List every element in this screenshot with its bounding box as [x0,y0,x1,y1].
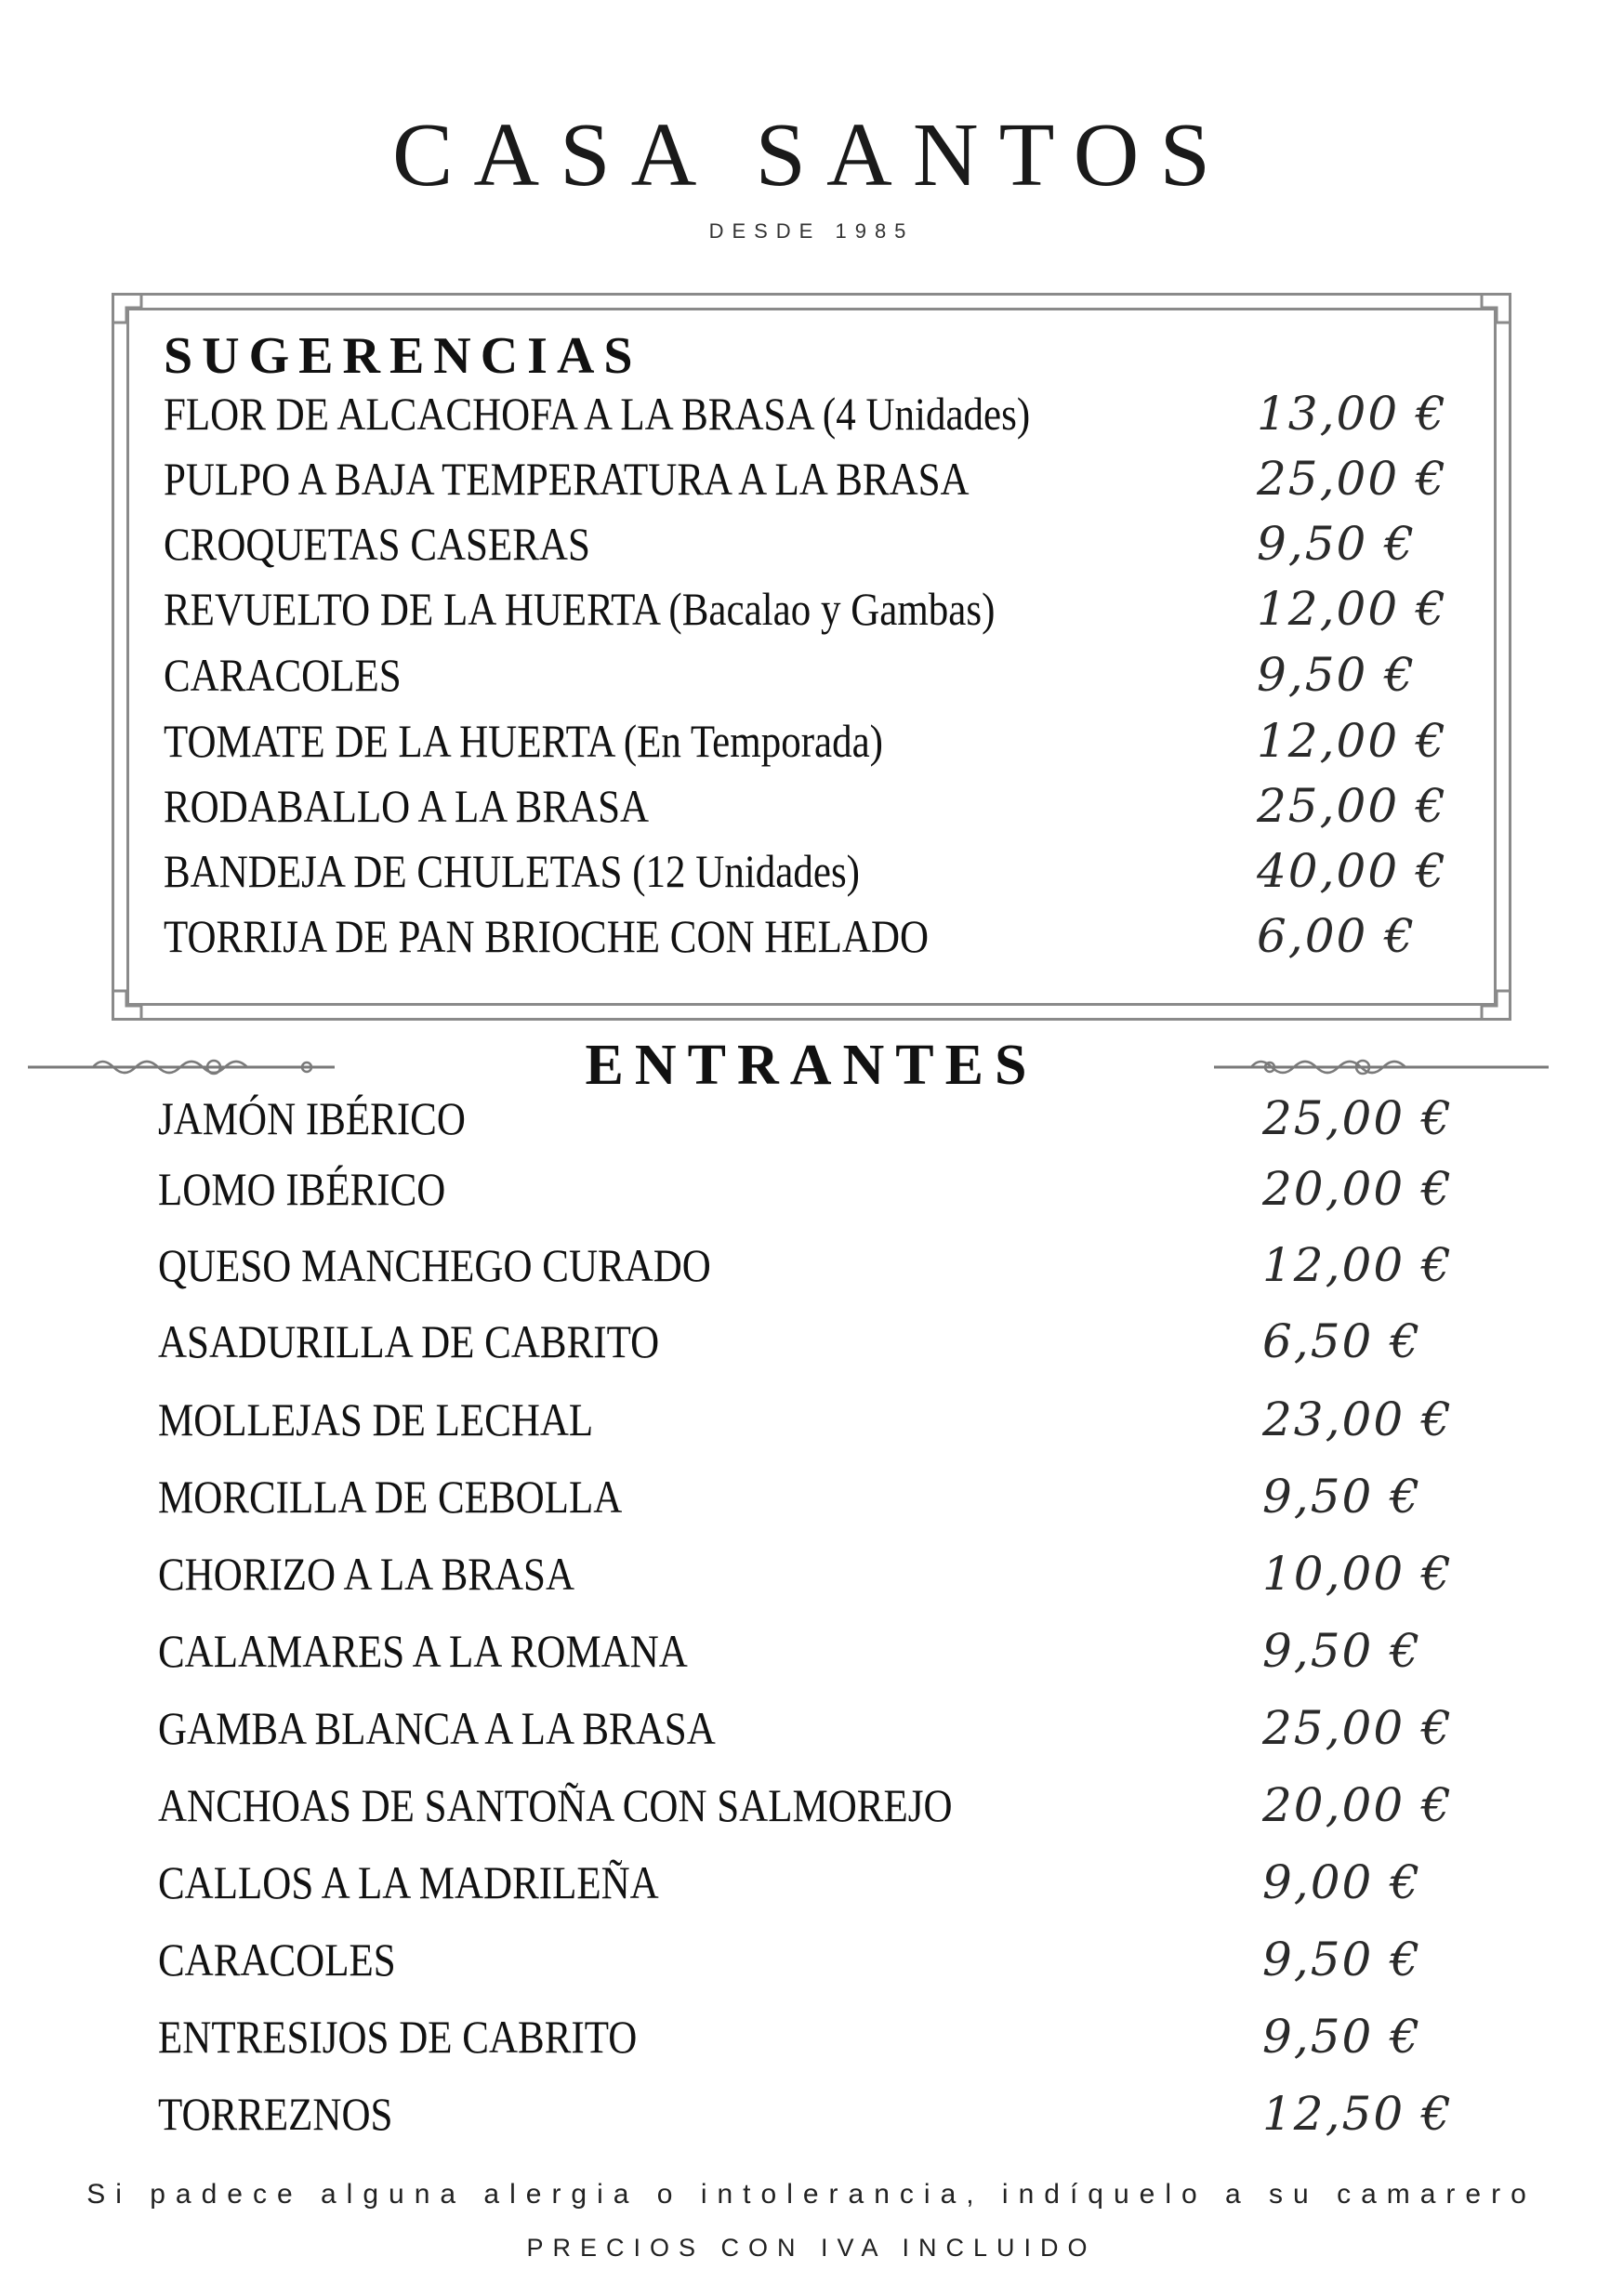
item-name: LOMO IBÉRICO [158,1163,446,1215]
item-name: CROQUETAS CASERAS [164,518,590,570]
sugerencias-title: SUGERENCIAS [164,327,642,385]
item-price: 25,00 € [1257,779,1447,833]
allergy-note: Si padece alguna alergia o intolerancia, indíquelo a su camarero [86,2179,1537,2210]
item-name: ASADURILLA DE CABRITO [158,1315,660,1367]
item-price: 23,00 € [1262,1392,1453,1446]
list-item [0,582,1623,651]
item-price: 12,00 € [1257,582,1447,636]
item-price: 9,50 € [1262,1470,1422,1524]
item-price: 9,50 € [1257,517,1417,571]
item-price: 9,50 € [1262,1624,1422,1678]
list-item [0,1778,1623,1847]
list-item [0,1547,1623,1616]
list-item [0,1091,1623,1160]
list-item [0,452,1623,521]
vat-note: PRECIOS CON IVA INCLUIDO [526,2234,1097,2262]
item-price: 20,00 € [1262,1162,1453,1216]
item-price: 9,50 € [1262,1933,1422,1986]
list-item [0,1162,1623,1231]
restaurant-name: CASA SANTOS [392,105,1231,205]
right-flourish-ornament [1214,1049,1549,1086]
item-name: TORREZNOS [158,2088,393,2140]
item-name: GAMBA BLANCA A LA BRASA [158,1702,716,1754]
list-item [0,1855,1623,1924]
list-item [0,2087,1623,2156]
item-name: TOMATE DE LA HUERTA (En Temporada) [164,715,883,767]
item-name: CALAMARES A LA ROMANA [158,1625,688,1677]
item-price: 9,00 € [1262,1855,1422,1909]
item-price: 12,00 € [1262,1238,1453,1292]
item-name: QUESO MANCHEGO CURADO [158,1239,711,1291]
item-name: CARACOLES [164,649,402,701]
item-price: 13,00 € [1257,387,1447,441]
list-item [0,1701,1623,1770]
list-item [0,517,1623,586]
list-item [0,779,1623,848]
item-price: 12,50 € [1262,2087,1453,2141]
entrantes-title: ENTRANTES [585,1034,1038,1097]
list-item [0,387,1623,455]
item-name: BANDEJA DE CHULETAS (12 Unidades) [164,845,861,897]
item-name: ANCHOAS DE SANTOÑA CON SALMOREJO [158,1779,953,1831]
item-name: JAMÓN IBÉRICO [158,1092,466,1144]
list-item [0,2010,1623,2078]
item-name: PULPO A BAJA TEMPERATURA A LA BRASA [164,453,970,505]
item-price: 12,00 € [1257,714,1447,768]
list-item [0,1392,1623,1461]
list-item [0,714,1623,783]
item-price: 9,50 € [1262,2010,1422,2064]
list-item [0,844,1623,913]
item-name: CHORIZO A LA BRASA [158,1548,575,1600]
item-price: 10,00 € [1262,1547,1453,1601]
list-item [0,1624,1623,1693]
item-name: CARACOLES [158,1933,396,1986]
item-name: REVUELTO DE LA HUERTA (Bacalao y Gambas) [164,583,996,635]
list-item [0,909,1623,978]
item-price: 9,50 € [1257,648,1417,702]
item-price: 25,00 € [1257,452,1447,506]
item-name: ENTRESIJOS DE CABRITO [158,2011,638,2063]
item-price: 20,00 € [1262,1778,1453,1832]
list-item [0,1933,1623,2001]
item-price: 25,00 € [1262,1091,1453,1145]
item-price: 6,50 € [1262,1314,1422,1368]
list-item [0,1238,1623,1307]
item-price: 40,00 € [1257,844,1447,898]
item-name: TORRIJA DE PAN BRIOCHE CON HELADO [164,910,930,962]
item-name: CALLOS A LA MADRILEÑA [158,1856,659,1908]
item-name: RODABALLO A LA BRASA [164,780,650,832]
item-price: 6,00 € [1257,909,1417,963]
item-name: MORCILLA DE CEBOLLA [158,1471,623,1523]
established-year: DESDE 1985 [708,219,915,243]
item-name: FLOR DE ALCACHOFA A LA BRASA (4 Unidades) [164,388,1031,440]
list-item [0,648,1623,717]
list-item [0,1314,1623,1383]
item-name: MOLLEJAS DE LECHAL [158,1393,594,1445]
item-price: 25,00 € [1262,1701,1453,1755]
list-item [0,1470,1623,1538]
